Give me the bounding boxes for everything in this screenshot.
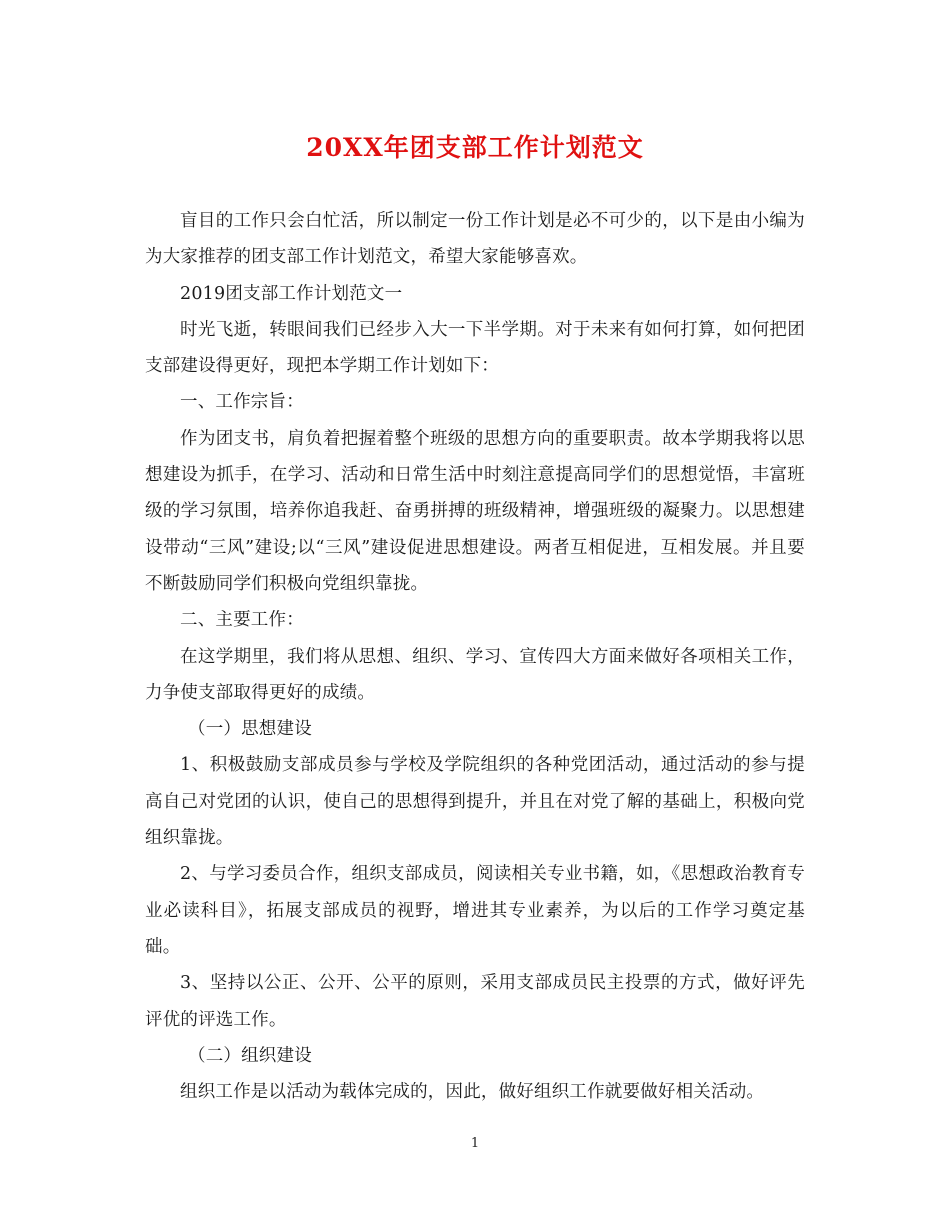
document-title: 20XX年团支部工作计划范文 bbox=[306, 133, 644, 162]
page-number: 1 bbox=[470, 1136, 480, 1151]
list-item-3: 3、坚持以公正、公开、公平的原则，采用支部成员民主投票的方式，做好评先评优的评选工作。 bbox=[145, 973, 805, 1030]
paragraph-section-heading: 2019团支部工作计划范文一 bbox=[180, 283, 403, 304]
paragraph-opening: 时光飞逝，转眼间我们已经步入大一下半学期。对于未来有如何打算，如何把团支部建设得更好，现把本学期工作计划如下： bbox=[145, 319, 805, 377]
paragraph-organization: 组织工作是以活动为载体完成的，因此，做好组织工作就要做好相关活动。 bbox=[180, 1082, 765, 1103]
list-item-1: 1、积极鼓励支部成员参与学校及学院组织的各种党团活动，通过活动的参与提高自己对党团的认识，使自己的思想得到提升，并且在对党了解的基础上，积极向党组织靠拢。 bbox=[145, 755, 805, 849]
heading-work-purpose: 一、工作宗旨： bbox=[180, 392, 304, 413]
paragraph-work-purpose: 作为团支书，肩负着把握着整个班级的思想方向的重要职责。故本学期我将以思想建设为抓手，在学习、活动和日常生活中时刻注意提高同学们的思想觉悟，丰富班级的学习氛围，培养你追我赶、奋勇拼搏的班级精神，增强班级的凝聚力。以思想建设带动“三风”建设;以“三风”建设促进思想建设。两者互相促进，互相发展。并且要不断鼓励同学们积极向党组织靠拢。 bbox=[145, 428, 805, 594]
list-item-2: 2、与学习委员合作，组织支部成员，阅读相关专业书籍，如，《思想政治教育专业必读科目》，拓展支部成员的视野，增进其专业素养，为以后的工作学习奠定基础。 bbox=[145, 864, 805, 957]
heading-ideological-building: （一）思想建设 bbox=[188, 719, 312, 740]
heading-organization-building: （二）组织建设 bbox=[188, 1045, 312, 1066]
document-body bbox=[145, 203, 805, 1110]
paragraph-intro: 盲目的工作只会白忙活，所以制定一份工作计划是必不可少的，以下是由小编为为大家推荐的团支部工作计划范文，希望大家能够喜欢。 bbox=[145, 211, 805, 268]
paragraph-main-work: 在这学期里，我们将从思想、组织、学习、宣传四大方面来做好各项相关工作，力争使支部取得更好的成绩。 bbox=[145, 646, 805, 703]
heading-main-work: 二、主要工作： bbox=[180, 610, 304, 631]
